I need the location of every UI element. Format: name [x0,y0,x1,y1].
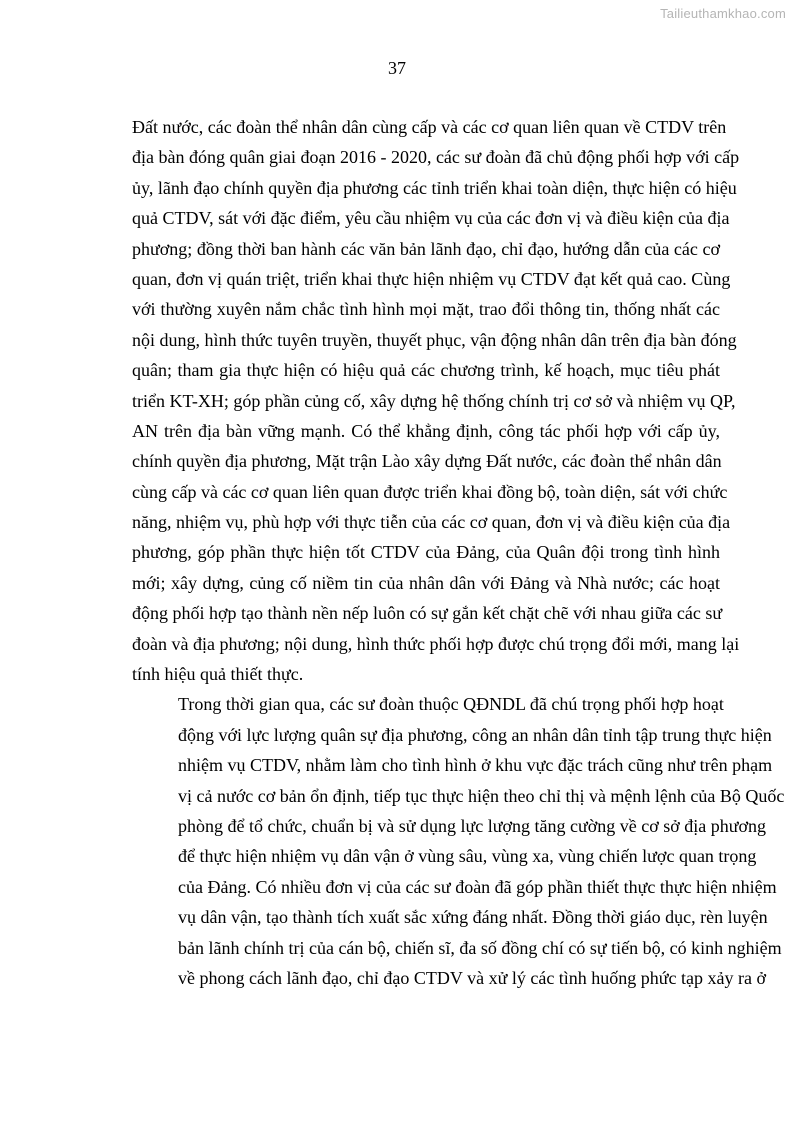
text-line: của Đảng. Có nhiều đơn vị của các sư đoàn đã góp phần thiết thực thực hiện nhiệm [178,876,777,897]
text-line: nhiệm vụ CTDV, nhằm làm cho tình hình ở khu vực đặc trách cũng như trên phạm [178,755,773,776]
text-line: mới; xây dựng, củng cố niềm tin của nhân dân với Đảng và Nhà nước; các hoạt [132,572,720,593]
text-line: ủy, lãnh đạo chính quyền địa phương các tỉnh triển khai toàn diện, thực hiện có hiệu [132,177,737,198]
text-line: triển KT-XH; góp phần củng cố, xây dựng hệ thống chính trị cơ sở và nhiệm vụ QP, [132,390,736,411]
text-line: Trong thời gian qua, các sư đoàn thuộc QĐNDL đã chú trọng phối hợp hoạt [178,694,724,715]
text-line: để thực hiện nhiệm vụ dân vận ở vùng sâu, vùng xa, vùng chiến lược quan trọng [178,846,757,867]
text-line: động với lực lượng quân sự địa phương, công an nhân dân tỉnh tập trung thực hiện [178,724,772,745]
text-line: vụ dân vận, tạo thành tích xuất sắc xứng đáng nhất. Đồng thời giáo dục, rèn luyện [178,907,768,928]
text-line: phương, góp phần thực hiện tốt CTDV của Đảng, của Quân đội trong tình hình [132,542,720,563]
text-line: Đất nước, các đoàn thể nhân dân cùng cấp và các cơ quan liên quan về CTDV trên [132,117,727,137]
page-number: 37 [388,58,406,78]
text-line: đoàn và địa phương; nội dung, hình thức phối hợp được chú trọng đổi mới, mang lại [132,633,740,654]
text-line: về phong cách lãnh đạo, chỉ đạo CTDV và xử lý các tình huống phức tạp xảy ra ở [178,967,767,988]
text-line: tính hiệu quả thiết thực. [132,664,304,685]
text-line: AN trên địa bàn vững mạnh. Có thể khẳng định, công tác phối hợp với cấp ủy, [132,420,720,441]
text-line: năng, nhiệm vụ, phù hợp với thực tiễn của các cơ quan, đơn vị và điều kiện của địa [132,512,731,533]
text-line: động phối hợp tạo thành nền nếp luôn có sự gắn kết chặt chẽ với nhau giữa các sư [132,603,723,624]
text-line: quan, đơn vị quán triệt, triển khai thực hiện nhiệm vụ CTDV đạt kết quả cao. Cùng [132,268,731,289]
document-body [132,112,785,993]
text-line: vị cả nước cơ bản ổn định, tiếp tục thực hiện theo chỉ thị và mệnh lệnh của Bộ Quốc [178,785,785,806]
text-line: với thường xuyên nắm chắc tình hình mọi mặt, trao đổi thông tin, thống nhất các [132,299,720,320]
watermark-text: Tailieuthamkhao.com [660,6,786,21]
text-line: cùng cấp và các cơ quan liên quan được triển khai đồng bộ, toàn diện, sát với chức [132,481,728,502]
text-line: nội dung, hình thức tuyên truyền, thuyết phục, vận động nhân dân trên địa bàn đóng [132,329,737,350]
text-line: quả CTDV, sát với đặc điểm, yêu cầu nhiệm vụ của các đơn vị và điều kiện của địa [132,208,730,229]
text-line: bản lãnh chính trị của cán bộ, chiến sĩ, đa số đồng chí có sự tiến bộ, có kinh nghiệm [178,937,782,958]
text-line: chính quyền địa phương, Mặt trận Lào xây dựng Đất nước, các đoàn thể nhân dân [132,451,722,472]
paragraph [132,689,785,993]
text-line: địa bàn đóng quân giai đoạn 2016 - 2020, các sư đoàn đã chủ động phối hợp với cấp [132,147,740,168]
text-line: quân; tham gia thực hiện có hiệu quả các chương trình, kế hoạch, mục tiêu phát [132,360,720,381]
paragraph [132,112,740,689]
text-line: phương; đồng thời ban hành các văn bản lãnh đạo, chỉ đạo, hướng dẫn của các cơ [132,238,720,259]
text-line: phòng để tổ chức, chuẩn bị và sử dụng lực lượng tăng cường về cơ sở địa phương [178,815,767,836]
